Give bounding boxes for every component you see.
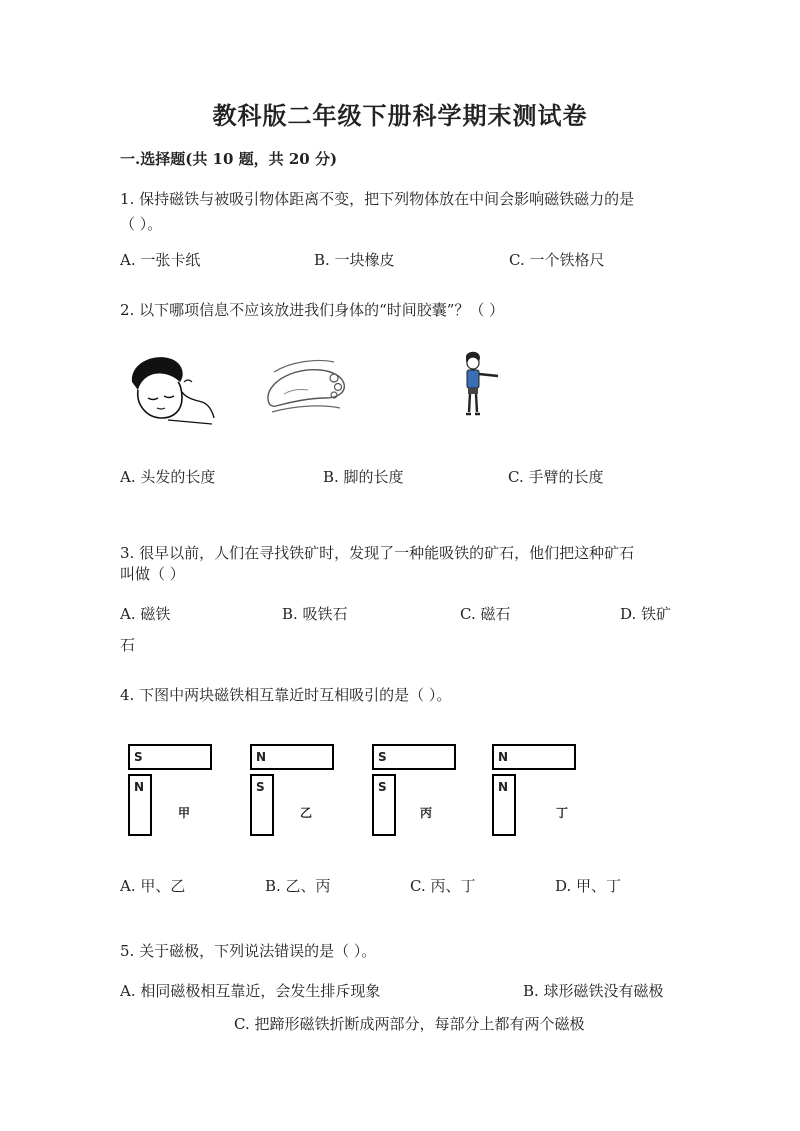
question-3-line-1: 3. 很早以前，人们在寻找铁矿时，发现了一种能吸铁的矿石，他们把这种矿石 xyxy=(120,544,635,562)
q1-option-c: C. 一个铁格尺 xyxy=(509,251,605,269)
magnet-pole-label: N xyxy=(498,780,509,794)
sleeping-child-illustration xyxy=(124,352,216,426)
q3-option-b: B. 吸铁石 xyxy=(282,605,348,623)
q3-option-a: A. 磁铁 xyxy=(120,605,171,623)
magnet-pole-label: N xyxy=(256,750,267,764)
magnet-pair-label: 丁 xyxy=(556,806,569,820)
magnet-pole-label: S xyxy=(256,780,265,794)
magnet-pole-label: S xyxy=(378,780,387,794)
magnet-pole-label: N xyxy=(134,780,145,794)
q3-option-c: C. 磁石 xyxy=(460,605,511,623)
magnet-pole-label: S xyxy=(134,750,143,764)
q5-option-a: A. 相同磁极相互靠近，会发生排斥现象 xyxy=(120,982,381,1000)
magnet-pole-label: N xyxy=(498,750,509,764)
q2-option-b: B. 脚的长度 xyxy=(323,468,404,486)
question-4-stem: 4. 下图中两块磁铁相互靠近时互相吸引的是（ ）。 xyxy=(120,686,452,704)
q4-option-d: D. 甲、丁 xyxy=(555,877,622,895)
magnet-pole-label: S xyxy=(378,750,387,764)
question-1-line-1: 1. 保持磁铁与被吸引物体距离不变，把下列物体放在中间会影响磁铁磁力的是 xyxy=(120,190,635,208)
q2-option-c: C. 手臂的长度 xyxy=(508,468,604,486)
question-5-stem: 5. 关于磁极，下列说法错误的是（ ）。 xyxy=(120,942,377,960)
section-heading: 一.选择题(共 10 题，共 20 分) xyxy=(120,150,338,168)
boy-arm-illustration xyxy=(458,350,504,420)
feet-illustration xyxy=(264,350,348,420)
question-2-stem: 2. 以下哪项信息不应该放进我们身体的“时间胶囊”？（ ） xyxy=(120,301,505,319)
q3-option-d: D. 铁矿 xyxy=(620,605,672,623)
q4-option-a: A. 甲、乙 xyxy=(120,877,186,895)
magnet-pair-label: 乙 xyxy=(300,806,313,820)
q3-option-d-wrap: 石 xyxy=(120,636,136,654)
question-3-line-2: 叫做（ ） xyxy=(120,565,185,583)
q4-option-b: B. 乙、丙 xyxy=(265,877,331,895)
q4-option-c: C. 丙、丁 xyxy=(410,877,476,895)
q2-option-a: A. 头发的长度 xyxy=(120,468,216,486)
page-title: 教科版二年级下册科学期末测试卷 xyxy=(212,101,588,130)
q1-option-b: B. 一块橡皮 xyxy=(314,251,395,269)
question-1-line-2: （ ）。 xyxy=(120,215,163,233)
magnet-pair-label: 甲 xyxy=(178,806,191,820)
q5-option-c: C. 把蹄形磁铁折断成两部分，每部分上都有两个磁极 xyxy=(234,1015,585,1033)
q1-option-a: A. 一张卡纸 xyxy=(120,251,201,269)
q5-option-b: B. 球形磁铁没有磁极 xyxy=(523,982,664,1000)
magnet-pair-label: 丙 xyxy=(420,806,433,820)
